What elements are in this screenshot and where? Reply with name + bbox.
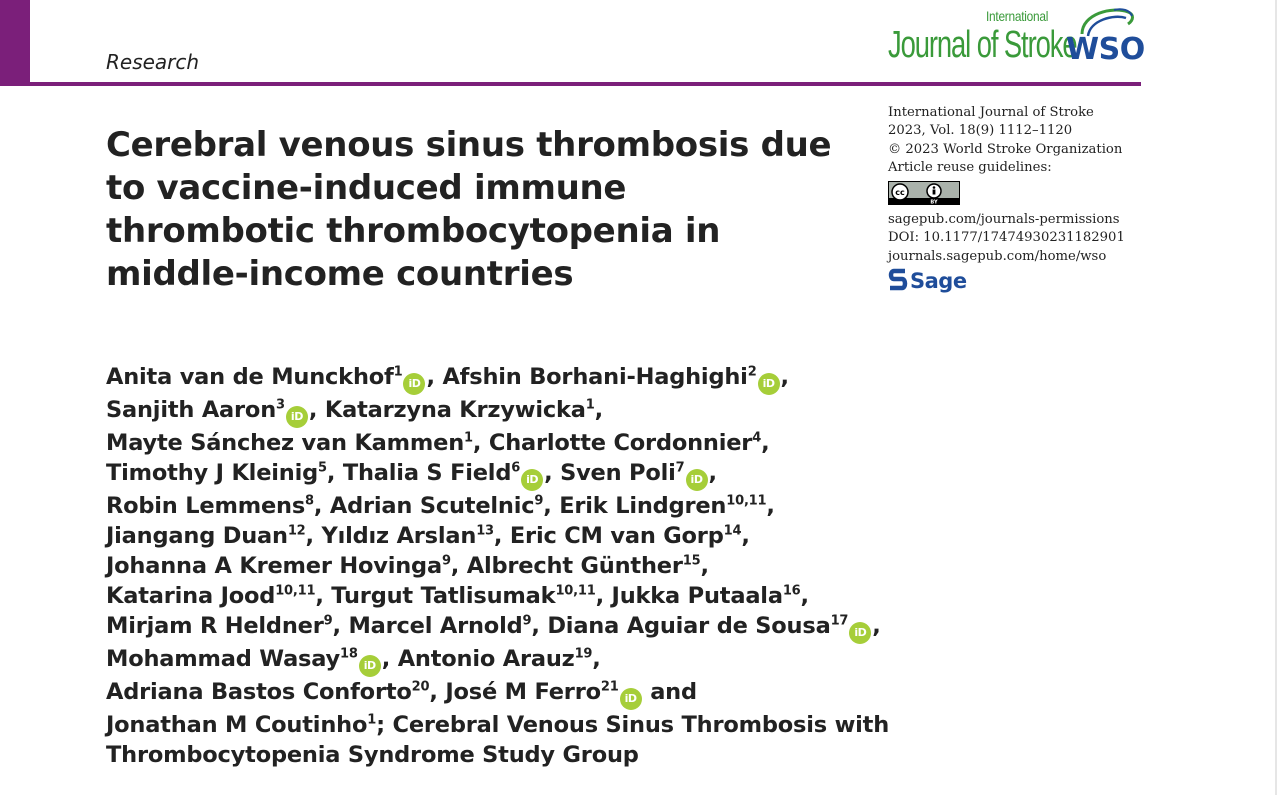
header-divider <box>30 82 1141 86</box>
affiliation-number: 15 <box>682 553 701 569</box>
author-name: Timothy J Kleinig <box>106 460 318 486</box>
affiliation-number: 9 <box>323 613 333 629</box>
journal-logo-international: International <box>985 8 1048 24</box>
orcid-icon[interactable]: iD <box>359 655 381 677</box>
orcid-icon[interactable]: iD <box>286 406 308 428</box>
meta-volume: 2023, Vol. 18(9) 1112–1120 <box>888 123 1073 139</box>
author-line <box>106 521 896 551</box>
author-name: , Marcel Arnold <box>332 613 523 639</box>
author-line <box>106 491 896 521</box>
orcid-icon[interactable]: iD <box>620 688 642 710</box>
author-name: Robin Lemmens <box>106 493 306 519</box>
author-name: , Erik Lindgren <box>543 493 727 519</box>
study-group: Thrombocytopenia Syndrome Study Group <box>106 742 639 768</box>
affiliation-number: 10,11 <box>555 583 596 599</box>
journal-logo-name: Journal of Stroke <box>888 24 1077 66</box>
affiliation-number: 18 <box>340 646 358 662</box>
affiliation-number: 6 <box>511 460 521 476</box>
affiliation-number: 10,11 <box>275 583 316 599</box>
meta-journal-url[interactable]: journals.sagepub.com/home/wso <box>888 248 1107 264</box>
affiliation-number: 14 <box>723 523 742 539</box>
author-line <box>106 677 896 710</box>
author-name: Adriana Bastos Conforto <box>106 679 412 705</box>
author-name: Johanna A Kremer Hovinga <box>106 553 442 579</box>
meta-permissions-link[interactable]: sagepub.com/journals-permissions <box>888 212 1120 228</box>
wso-logo <box>1064 4 1144 68</box>
affiliation-number: 20 <box>411 679 430 695</box>
author-name: Sanjith Aaron <box>106 397 277 423</box>
author-name: , Antonio Arauz <box>381 646 575 672</box>
separator: , <box>766 493 775 519</box>
author-name: , Turgut Tatlisumak <box>315 583 556 609</box>
sage-s-icon <box>888 268 908 294</box>
affiliation-number: 1 <box>585 397 595 413</box>
author-list <box>106 362 896 770</box>
author-name: Jonathan M Coutinho <box>106 712 368 738</box>
affiliation-number: 12 <box>287 523 306 539</box>
affiliation-number: 7 <box>675 460 685 476</box>
author-name: Katarina Jood <box>106 583 276 609</box>
cc-by-icon[interactable] <box>888 181 960 205</box>
orcid-icon[interactable]: iD <box>849 622 871 644</box>
affiliation-number: 19 <box>574 646 593 662</box>
author-name: , Albrecht Günther <box>450 553 683 579</box>
orcid-icon[interactable]: iD <box>521 469 543 491</box>
author-line <box>106 740 896 770</box>
author-name: Mayte Sánchez van Kammen <box>106 430 465 456</box>
orcid-icon[interactable]: iD <box>403 373 425 395</box>
author-line <box>106 362 896 395</box>
author-name: Jiangang Duan <box>106 523 288 549</box>
author-line <box>106 428 896 458</box>
affiliation-number: 4 <box>752 430 762 446</box>
affiliation-number: 5 <box>318 460 327 476</box>
separator: , <box>592 646 601 672</box>
affiliation-number: 21 <box>600 679 619 695</box>
author-name: , Thalia S Field <box>326 460 512 486</box>
author-line <box>106 581 896 611</box>
affiliation-number: 1 <box>393 364 403 380</box>
affiliation-number: 16 <box>782 583 801 599</box>
affiliation-number: 8 <box>305 493 314 509</box>
article-metadata <box>888 104 1125 266</box>
sage-logo <box>888 268 967 294</box>
affiliation-number: 9 <box>522 613 532 629</box>
sage-logo-text: Sage <box>910 269 967 293</box>
affiliation-number: 10,11 <box>726 493 767 509</box>
separator: , <box>872 613 881 639</box>
header-color-tab <box>0 0 30 86</box>
svg-text:cc: cc <box>895 188 905 198</box>
meta-copyright: © 2023 World Stroke Organization <box>888 141 1123 157</box>
section-label: Research <box>106 50 200 74</box>
svg-text:BY: BY <box>930 199 938 206</box>
author-line <box>106 395 896 428</box>
affiliation-number: 2 <box>747 364 757 380</box>
separator: , <box>761 430 770 456</box>
meta-reuse: Article reuse guidelines: <box>888 159 1052 175</box>
affiliation-number: 1 <box>367 712 377 728</box>
author-line <box>106 611 896 644</box>
author-line <box>106 551 896 581</box>
separator: , <box>594 397 604 423</box>
author-name: , Sven Poli <box>544 460 676 486</box>
author-name: , Diana Aguiar de Sousa <box>531 613 831 639</box>
author-name: , Yıldız Arslan <box>305 523 477 549</box>
author-name: , José M Ferro <box>429 679 601 705</box>
author-name: , Eric CM van Gorp <box>493 523 724 549</box>
meta-journal: International Journal of Stroke <box>888 105 1094 120</box>
and-text: and <box>642 679 697 705</box>
author-name: , Adrian Scutelnic <box>313 493 535 519</box>
article-title: Cerebral venous sinus thrombosis due to vaccine-induced immune thrombotic thrombocytopenia in middle-income countries <box>106 125 832 294</box>
author-line <box>106 458 896 491</box>
affiliation-number: 1 <box>464 430 473 446</box>
author-name: , Jukka Putaala <box>595 583 783 609</box>
author-name: Anita van de Munckhof <box>106 364 394 390</box>
affiliation-number: 17 <box>830 613 849 629</box>
separator: , <box>708 460 717 486</box>
separator: , <box>800 583 809 609</box>
author-name: , Katarzyna Krzywicka <box>308 397 586 423</box>
author-line <box>106 710 896 740</box>
author-name: , Afshin Borhani-Haghighi <box>426 364 748 390</box>
author-line <box>106 644 896 677</box>
study-group: ; Cerebral Venous Sinus Thrombosis with <box>376 712 890 738</box>
author-name: , Charlotte Cordonnier <box>472 430 753 456</box>
author-name: Mohammad Wasay <box>106 646 341 672</box>
affiliation-number: 9 <box>534 493 544 509</box>
author-name: Mirjam R Heldner <box>106 613 324 639</box>
meta-doi[interactable]: DOI: 10.1177/17474930231182901 <box>888 230 1125 246</box>
affiliation-number: 13 <box>476 523 494 539</box>
orcid-icon[interactable]: iD <box>686 469 708 491</box>
affiliation-number: 9 <box>441 553 451 569</box>
orcid-icon[interactable]: iD <box>758 373 780 395</box>
wso-logo-text: WSO <box>1066 32 1145 67</box>
separator: , <box>780 364 789 390</box>
separator: , <box>700 553 709 579</box>
affiliation-number: 3 <box>276 397 285 413</box>
separator: , <box>741 523 750 549</box>
journal-logo <box>888 6 1077 68</box>
